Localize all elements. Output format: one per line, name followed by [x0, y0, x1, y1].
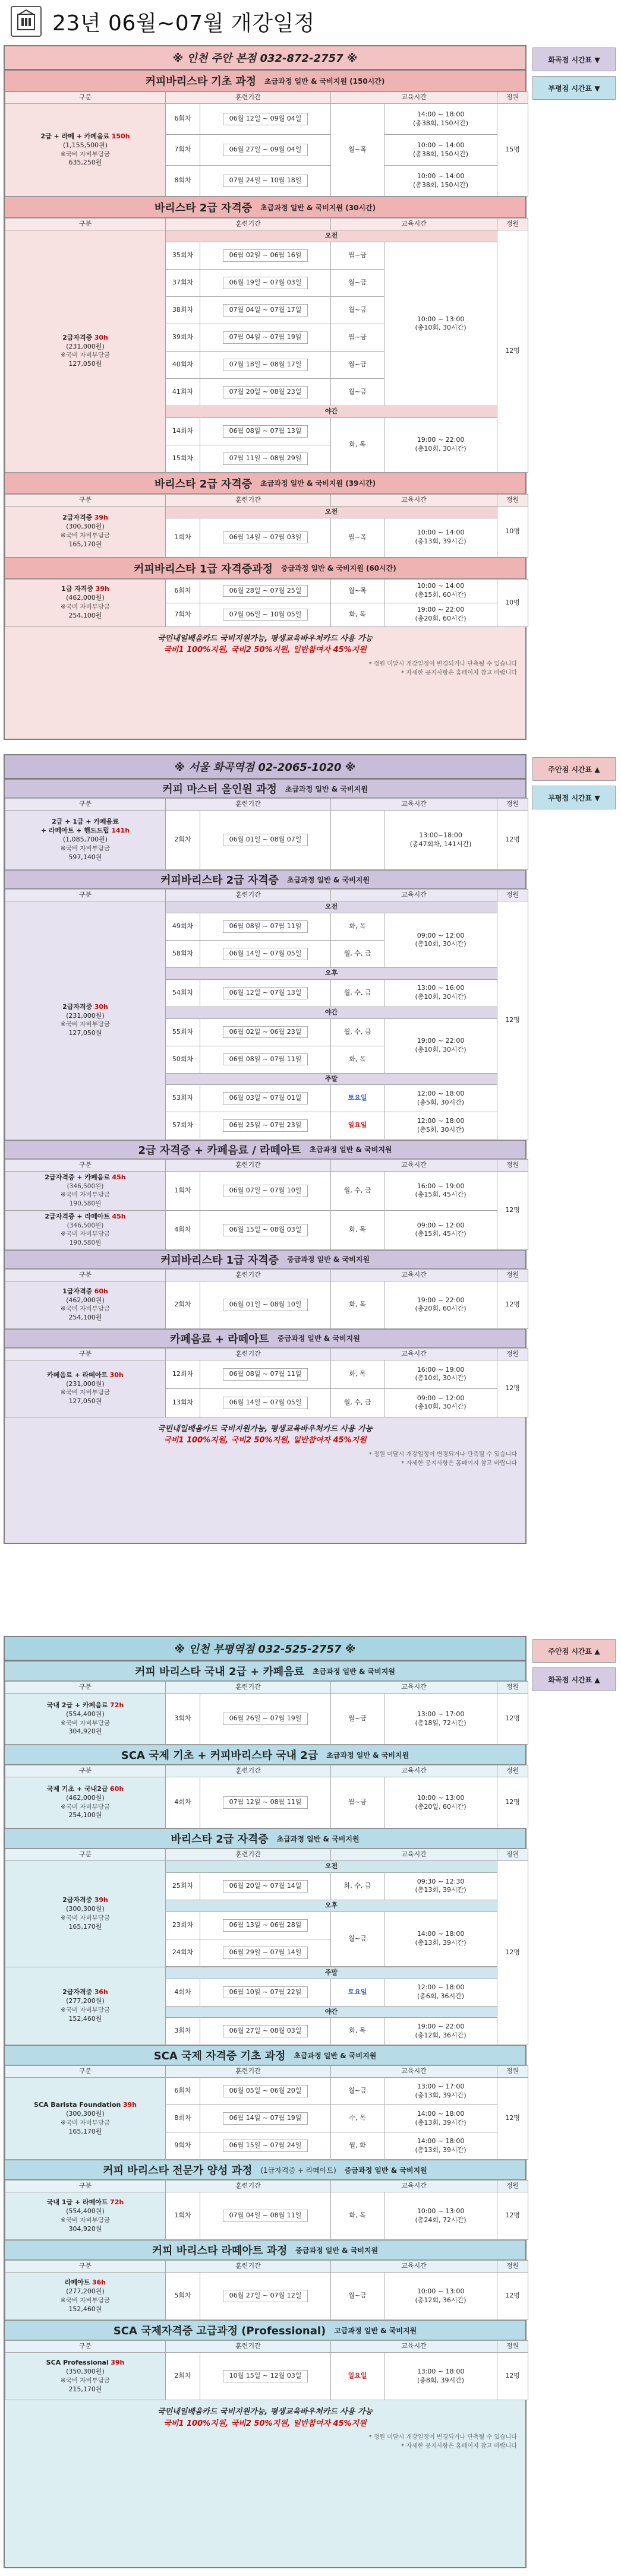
course-info: 1급 자격증 39h (462,000원) ※국비 자비부담금 254,100원: [5, 579, 166, 626]
course-title: SCA 국제 기초 + 커피바리스타 국내 2급 초급과정 일반 & 국비지원: [5, 1745, 525, 1765]
course-info: 2급자격증 30h (231,000원) ※국비 자비부담금 127,050원: [5, 230, 166, 473]
crest-icon: [13, 8, 39, 34]
bupyeong-branch-section: [4, 1636, 527, 2568]
schedule-table: 구분 훈련기간 교육시간 정원 국제 기초 + 국내2급 60h (462,000원) ※국비 자비부담금 254,100원 4회차 07월 12일 ~ 08월 11일 월~금 10:00 ~ 13:00 (총20일, 60시간) 12명: [5, 1765, 528, 1828]
course-info: 2급 + 라떼 + 카페음료 150h (1,155,500원) ※국비 자비부담금 635,250원: [5, 104, 166, 197]
course-info: 국제 기초 + 국내2급 60h (462,000원) ※국비 자비부담금 254,100원: [5, 1777, 166, 1828]
schedule-table: [5, 91, 528, 197]
session-days: 월~목: [331, 104, 384, 197]
course-info: 2급자격증 30h (231,000원) ※국비 자비부담금 127,050원: [5, 901, 166, 1140]
schedule-table: 구분 훈련기간 교육시간 정원 라떼아트 36h (277,200원) ※국비 자비부담금 152,460원 5회차 06월 27일 ~ 07월 12일 월~금 10:00 ~ 13:00 (총12회, 36시간) 12명: [5, 2260, 528, 2320]
session-time: 10:00 ~ 13:00 (총10회, 30시간): [384, 242, 497, 406]
course-title: SCA 국제자격증 고급과정 (Professional) 고급과정 일반 & 국비지원: [5, 2320, 525, 2340]
session-no: 6회차: [166, 104, 200, 135]
schedule-table: 구분 훈련기간 교육시간 정원 2급 + 1급 + 카페음료 + 라떼아트 + 핸드드립 141h (1,085,700원) ※국비 자비부담금 597,140원 2회차 06월 01일 ~ 08월 07일 13:00~18:00 (총47회차, 141시간) 12명: [5, 798, 528, 870]
support-note: 국민내일배움카드 국비지원가능, 평생교육바우처카드 사용 가능 국비1 100%지원, 국비2 50%지원, 일반참여자 45%지원: [157, 1424, 373, 1445]
course-name: 바리스타 2급 자격증: [154, 202, 253, 214]
course-info: 2급자격증 36h (277,200원) ※국비 자비부담금 152,460원: [5, 1967, 166, 2045]
course-info: 2급자격증 + 카페음료 45h (346,500원) ※국비 자비부담금 190,580원: [5, 1171, 166, 1210]
course-subtitle: 초급과정 일반 & 국비지원 (150시간): [264, 77, 385, 86]
course-title: 커피바리스타 1급 자격증 중급과정 일반 & 국비지원: [5, 1250, 525, 1269]
session-time: 14:00 ~ 18:00 (총38회, 150시간): [384, 104, 497, 135]
course-info: 국내 1급 + 라떼아트 72h (554,400원) ※국비 자비부담금 304,920원: [5, 2192, 166, 2240]
col-time: 교육시간: [331, 92, 497, 104]
schedule-table: 구분 훈련기간 교육시간 정원 2급자격증 30h (231,000원) ※국비 자비부담금 127,050원 오전 12명 49회차 06월 08일 ~ 07월 11일 화, 목 09:00 ~ 12:00 (총10회, 30시간) 58회차 06월 14일 ~ 07월 05일 월, 수, 금 오후 54회차 06월 12일 ~ 07월 13일 월, 수, 금 13:00 ~ 16:00 (총10회, 30시간) 야간 55회차 06월 02일 ~ 06월 23일 월, 수, 금 19:00 ~ 22:00 (총10회, 30시간) 50회차 06월 08일 ~ 07월 11일 화, 목 주말 53회차 06월 03일 ~ 07월 01일 토요일 12:00 ~ 18:00 (총5회, 30시간) 57회차 06월 25일 ~ 07월 23일 일요일 12:00 ~ 18:00 (총5회, 30시간): [5, 889, 528, 1140]
course-info: 2급자격증 39h (300,300원) ※국비 자비부담금 165,170원: [5, 506, 166, 557]
schedule-table: 구분 훈련기간 교육시간 정원 국내 1급 + 라떼아트 72h (554,400원) ※국비 자비부담금 304,920원 1회차 07월 04일 ~ 08월 11일 화, 목 10:00 ~ 13:00 (총24회, 72시간) 12명: [5, 2180, 528, 2240]
course-info: 라떼아트 36h (277,200원) ※국비 자비부담금 152,460원: [5, 2273, 166, 2320]
course-title: 바리스타 2급 자격증 초급과정 일반 & 국비지원: [5, 1828, 525, 1849]
course-info: 국내 2급 + 카페음료 72h (554,400원) ※국비 자비부담금 304,920원: [5, 1694, 166, 1745]
hwagok-side-nav: [532, 757, 616, 814]
incheon-side-nav: [532, 48, 616, 105]
course-subtitle: 초급과정 일반 & 국비지원 (39시간): [260, 479, 376, 488]
branch-title: ※ 인천 부평역점 032-525-2757 ※: [5, 1637, 525, 1661]
page-header: [0, 0, 621, 43]
schedule-table: 구분 훈련기간 교육시간 정원 SCA Barista Foundation 39h (300,300원) ※국비 자비부담금 165,170원 6회차 06월 05일 ~ 06월 20일 월~금 13:00 ~ 17:00 (총13회, 39시간) 12명 8회차 06월 14일 ~ 07월 19일 수, 목 14:00 ~ 18:00 (총13회, 39시간) 9회차 06월 15일 ~ 07월 24일 월, 화 14:00 ~ 18:00 (총13회, 39시간): [5, 2065, 528, 2160]
course-title: SCA 국제 자격증 기초 과정 초급과정 일반 & 국비지원: [5, 2045, 525, 2065]
course-name: 커피바리스타 기초 과정: [145, 75, 257, 88]
session-date: 07월 24일 ~ 10월 18일: [223, 175, 308, 187]
schedule-table: 구분 훈련기간 교육시간 정원 2급자격증 39h (300,300원) ※국비 자비부담금 165,170원 오전 12명 25회차 06월 20일 ~ 07월 14일 화, 수, 금 09:30 ~ 12:30 (총13회, 39시간) 오후 23회차 06월 13일 ~ 06월 28일 월~금 14:00 ~ 18:00 (총13회, 39시간) 24회차 06월 29일 ~ 07월 14일 2급자격증 36h (277,200원) ※국비 자비부담금 152,460원 주말 4회차 06월 10일 ~ 07월 22일 토요일 12:00 ~ 18:00 (총6회, 36시간) 야간 3회차 06월 27일 ~ 08월 03일 화, 목 19:00 ~ 22:00 (총12회, 36시간): [5, 1849, 528, 2045]
hwagok-branch-section: [4, 754, 527, 1544]
schedule-table: 구분 훈련기간 교육시간 정원 SCA Professional 39h (350,300원) ※국비 자비부담금 215,170원 2회차 10월 15일 ~ 12월 03일 일요일 13:00 ~ 18:00 (총8회, 39시간) 12명: [5, 2340, 528, 2400]
academy-logo: [11, 6, 42, 37]
disclaimer: * 정원 미달시 개강일정이 변경되거나 단축될 수 있습니다 * 자세한 공지사항은 홈페이지 참고 바랍니다: [368, 660, 517, 676]
branch-title: ※ 서울 화곡역점 02-2065-1020 ※: [5, 755, 525, 779]
disclaimer: * 정원 미달시 개강일정이 변경되거나 단축될 수 있습니다 * 자세한 공지사항은 홈페이지 참고 바랍니다: [368, 1451, 517, 1467]
col-cap: 정원: [497, 92, 528, 104]
course-info: SCA Professional 39h (350,300원) ※국비 자비부담금 215,170원: [5, 2353, 166, 2400]
support-note: 국민내일배움카드 국비지원가능, 평생교육바우처카드 사용 가능 국비1 100%지원, 국비2 50%지원, 일반참여자 45%지원: [157, 2407, 373, 2428]
course-info: 2급 + 1급 + 카페음료 + 라떼아트 + 핸드드립 141h (1,085,700원) ※국비 자비부담금 597,140원: [5, 811, 166, 870]
branch-title: ※ 인천 주안 본점 032-872-2757 ※: [5, 46, 525, 70]
session-no: 8회차: [166, 166, 200, 197]
schedule-table: 1급 자격증 39h (462,000원) ※국비 자비부담금 254,100원 6회차 06월 28일 ~ 07월 25일 월~목 10:00 ~ 14:00 (총15회, 60시간) 10명 7회차 07월 06일 ~ 10월 05일 화, 목 19:00 ~ 22:00 (총20회, 60시간): [5, 579, 528, 627]
course-title: 커피 바리스타 라떼아트 과정 중급과정 일반 & 국비지원: [5, 2240, 525, 2260]
course-title: 2급 자격증 + 카페음료 / 라떼아트 초급과정 일반 & 국비지원: [5, 1140, 525, 1159]
course-name: 커피바리스타 1급 자격증과정: [134, 562, 273, 575]
session-date: 06월 12일 ~ 09월 04일: [223, 113, 308, 125]
shift-label: 오전: [166, 230, 497, 242]
course-title: 커피바리스타 2급 자격증 초급과정 일반 & 국비지원: [5, 870, 525, 889]
course-title: 커피 바리스타 전문가 양성 과정 (1급자격증 + 라떼아트) 중급과정 일반 & 국비지원: [5, 2160, 525, 2180]
incheon-branch-section: [4, 45, 527, 740]
schedule-table: 구분 훈련기간 교육시간 정원 카페음료 + 라떼아트 30h (231,000원) ※국비 자비부담금 127,050원 12회차 06월 08일 ~ 07월 11일 화, 목 16:00 ~ 19:00 (총10회, 30시간) 12명 13회차 06월 14일 ~ 07월 05일 월, 수, 금 09:00 ~ 12:00 (총10회, 30시간): [5, 1348, 528, 1417]
course-info: 카페음료 + 라떼아트 30h (231,000원) ※국비 자비부담금 127,050원: [5, 1360, 166, 1417]
page-title: 23년 06월~07월 개강일정: [52, 11, 315, 36]
course-title: [5, 70, 525, 91]
course-title: [5, 558, 525, 579]
course-name: 바리스타 2급 자격증: [154, 477, 253, 490]
session-time: 19:00 ~ 22:00 (총10회, 30시간): [384, 417, 497, 472]
course-info: SCA Barista Foundation 39h (300,300원) ※국비 자비부담금 165,170원: [5, 2078, 166, 2160]
course-title: 카페음료 + 라떼아트 중급과정 일반 & 국비지원: [5, 1329, 525, 1348]
col-period: 훈련기간: [166, 92, 331, 104]
shift-label: 야간: [166, 406, 497, 417]
schedule-table: 구분 훈련기간 교육시간 정원 2급자격증 39h (300,300원) ※국비 자비부담금 165,170원 오전 10명 1회차 06월 14일 ~ 07월 03일 월~목 10:00 ~ 14:00 (총13회, 39시간): [5, 494, 528, 558]
course-subtitle: 초급과정 일반 & 국비지원 (30시간): [260, 203, 376, 212]
course-title: 커피 바리스타 국내 2급 + 카페음료 초급과정 일반 & 국비지원: [5, 1661, 525, 1681]
session-no: 7회차: [166, 135, 200, 166]
hwagok-schedule-button[interactable]: 화곡점 시간표 ▼: [532, 48, 616, 71]
juan-schedule-button[interactable]: 주안점 시간표 ▲: [532, 757, 616, 781]
course-title: [5, 197, 525, 218]
schedule-table: 구분 훈련기간 교육시간 정원 2급자격증 30h (231,000원) ※국비 자비부담금 127,050원 오전 12명 35회차 06월 02일 ~ 06월 16일 월~금 10:00 ~ 13:00 (총10회, 30시간) 37회차 06월 19일 ~ 07월 03일 월~금 38회차 07월 04일 ~ 07월 17일 월~금 39회차 07월 04일 ~ 07월 19일 월~금 40회차 07월 18일 ~ 08월 17일 월~금 41회차 07월 20일 ~ 08월 23일 월~금 야간 14회차 06월 08일 ~ 07월 13일 화, 목 19:00 ~ 22:00 (총10회, 30시간) 15회차 07월 11일 ~ 08월 29일: [5, 218, 528, 473]
schedule-table: 구분 훈련기간 교육시간 정원 국내 2급 + 카페음료 72h (554,400원) ※국비 자비부담금 304,920원 3회차 06월 26일 ~ 07월 19일 월~금 13:00 ~ 17:00 (총18일, 72시간) 12명: [5, 1681, 528, 1745]
course-info: 2급자격증 39h (300,300원) ※국비 자비부담금 165,170원: [5, 1861, 166, 1967]
bupyeong-side-nav: [532, 1639, 616, 1696]
session-time: 10:00 ~ 14:00 (총38회, 150시간): [384, 135, 497, 166]
schedule-table: 구분 훈련기간 교육시간 정원 2급자격증 + 카페음료 45h (346,500원) ※국비 자비부담금 190,580원 1회차 06월 07일 ~ 07월 10일 월, 수, 금 16:00 ~ 19:00 (총15회, 45시간) 12명 2급자격증 + 라떼아트 45h (346,500원) ※국비 자비부담금 190,580원 4회차 06월 15일 ~ 08월 03일 화, 목 09:00 ~ 12:00 (총15회, 45시간): [5, 1159, 528, 1250]
schedule-table: 구분 훈련기간 교육시간 정원 1급자격증 60h (462,000원) ※국비 자비부담금 254,100원 2회차 06월 01일 ~ 08월 10일 화, 목 19:00 ~ 22:00 (총20회, 60시간) 12명: [5, 1269, 528, 1329]
session-cap: 15명: [497, 104, 528, 197]
session-cap: 12명: [497, 230, 528, 473]
juan-schedule-button[interactable]: 주안점 시간표 ▲: [532, 1639, 616, 1663]
disclaimer: * 정원 미달시 개강일정이 변경되거나 단축될 수 있습니다 * 자세한 공지사항은 홈페이지 참고 바랍니다: [368, 2434, 517, 2450]
session-time: 10:00 ~ 14:00 (총38회, 150시간): [384, 166, 497, 197]
support-note: 국민내일배움카드 국비지원가능, 평생교육바우처카드 사용 가능 국비1 100%지원, 국비2 50%지원, 일반참여자 45%지원: [157, 634, 373, 655]
bupyeong-schedule-button[interactable]: 부평점 시간표 ▼: [532, 786, 616, 809]
course-title: [5, 473, 525, 494]
bupyeong-schedule-button[interactable]: 부평점 시간표 ▼: [532, 76, 616, 100]
col-course: 구분: [5, 92, 166, 104]
session-date: 06월 27일 ~ 09월 04일: [223, 144, 308, 156]
course-info: 2급자격증 + 라떼아트 45h (346,500원) ※국비 자비부담금 190,580원: [5, 1210, 166, 1249]
course-subtitle: 중급과정 일반 & 국비지원 (60시간): [280, 564, 396, 573]
hwagok-schedule-button[interactable]: 화곡점 시간표 ▲: [532, 1667, 616, 1691]
course-info: 1급자격증 60h (462,000원) ※국비 자비부담금 254,100원: [5, 1281, 166, 1328]
course-title: 커피 마스터 올인원 과정 초급과정 일반 & 국비지원: [5, 779, 525, 798]
